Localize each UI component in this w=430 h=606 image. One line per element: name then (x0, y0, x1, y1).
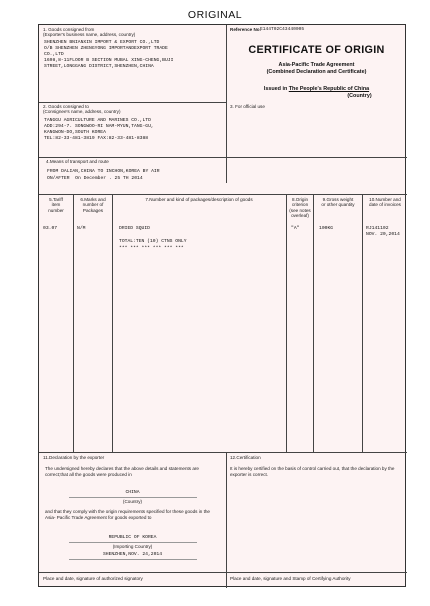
goods-description: DRIED SQUID (119, 226, 150, 231)
place-date-line (69, 559, 197, 560)
box12-certification-text: It is hereby certified on the basis of control carried out, that the declaration by the exporter is correct. (230, 466, 395, 478)
invoice-date: NOV. 20,2014 (366, 232, 400, 237)
issued-caption: (Country) (347, 93, 372, 99)
divider-box2-box4 (39, 157, 407, 158)
col9-header: 9.Gross weight or other quantity (321, 197, 355, 208)
divider-box12-sign (226, 572, 407, 573)
certificate-title: CERTIFICATE OF ORIGIN (248, 44, 385, 56)
col7-header: 7.Number and kind of packages/description of goods (145, 197, 253, 202)
col-divider-9-10 (362, 194, 363, 452)
exporter-line-3: CO.,LTD (44, 52, 64, 57)
transport-line-1: FROM DALIAN,CHINA TO INCHON,KOREA BY AIR (47, 169, 160, 174)
transport-line-2: ON/AFTER On December . 25 TH 2014 (47, 176, 143, 181)
divider-columns-bottom (39, 452, 407, 453)
col5-header: 5.Tariff item number (48, 197, 64, 213)
col10-header: 10.Number and date of invoices (369, 197, 401, 208)
goods-stars: *** *** *** *** *** *** (119, 246, 184, 251)
certificate-line-1: Asia-Pacific Trade Agreement (278, 62, 355, 68)
box4-label: 4.Means of transport and route (46, 159, 109, 164)
goods-total: TOTAL:TEN (10) CTNS ONLY (119, 239, 187, 244)
divider-box4-columns (39, 194, 407, 195)
tariff-number: 03.07 (43, 226, 58, 231)
exporter-line-4: 1698,8-11FLOOR B SECTION MUBAL XING-CHENG,BUJI (44, 58, 174, 63)
box12-sign-caption: Place and date, signature and Stamp of Certifying Authority (230, 576, 351, 581)
box12-label: 12.Certification (230, 455, 261, 460)
origin-criterion: "A" (291, 226, 300, 231)
divider-box11-sign (39, 572, 226, 573)
gross-weight: 100KG (319, 226, 334, 231)
consignee-line-4: TEL:82-33-481-3819 FAX:82-33-481-8388 (44, 136, 149, 141)
marks-packages: N/M (77, 226, 86, 231)
box2-label: 2. Goods consigned to (43, 104, 89, 109)
box11-sign-caption: Place and date, signature of authorized signatory (43, 576, 143, 581)
issued-prefix: Issued in (263, 86, 288, 92)
box11-declaration-2: and that they comply with the origin requirements specified for these goods in the Asia- Pacific Trade Agreement for goods exported to (45, 509, 210, 521)
invoice-number: RJ141102 (366, 226, 389, 231)
col-divider-5-6 (73, 194, 74, 452)
place-date: SHENZHEN,NOV. 24,2014 (102, 552, 163, 557)
box11-label: 11.Declaration by the exporter (43, 455, 105, 460)
producing-country-caption: (Country) (122, 499, 143, 504)
col6-header: 6.Marks and number of Packages (80, 197, 106, 213)
consignee-line-3: KANGWON-DO,SOUTH KOREA (44, 130, 106, 135)
reference-label: Reference No. (230, 27, 261, 32)
divider-box1-box2 (39, 102, 226, 103)
producing-country-line (69, 497, 197, 498)
divider-bottom-vertical (226, 452, 227, 588)
col-divider-6-7 (112, 194, 113, 452)
consignee-line-1: TANGGU AGRICULTURE AND MARINES CO.,LTD (44, 118, 151, 123)
col8-header: 8.Origin criterion (see notes overleaf) (289, 197, 311, 219)
box1-sublabel: (Exporter's business name, address, country) (43, 32, 136, 37)
box2-sublabel: (Consignee's name, address, country) (43, 109, 121, 114)
col-divider-7-8 (286, 194, 287, 452)
certificate-line-2: (Combined Declaration and Certificate) (266, 69, 367, 75)
exporter-line-2: O/B SHENZHEN ZHENGYONG IMPORTANDEXPORT TRADE (44, 46, 168, 51)
importing-country: REPUBLIC OF KOREA (108, 535, 157, 540)
exporter-line-1: SHENZHEN BNIANXIN IMPORT & EXPORT CO.,LTD (44, 40, 160, 45)
issued-in (226, 86, 407, 93)
consignee-line-2: ADD:294-7. SONGWOO-RI NAM-MYUN,TANG-GU, (44, 124, 154, 129)
box3-label: 3. For official use (230, 104, 265, 109)
box11-declaration-1: The undersigned hereby declares that the above details and statements are correct;that all the goods were produced in (45, 466, 199, 478)
certificate-form (38, 24, 406, 587)
importing-country-line (69, 542, 197, 543)
exporter-line-5: STREET,LONGGANG DISTRICT,SHENZHEN,CHINA (44, 64, 154, 69)
producing-country: CHINA (125, 490, 140, 495)
page-title: ORIGINAL (187, 9, 243, 21)
reference-number: E144T02C43440005 (260, 27, 305, 32)
importing-country-caption: (Importing Country) (112, 544, 153, 549)
col-divider-8-9 (313, 194, 314, 452)
box1-label: 1. Goods consigned from (43, 27, 95, 32)
issued-country: The People's Republic of China (288, 86, 370, 92)
